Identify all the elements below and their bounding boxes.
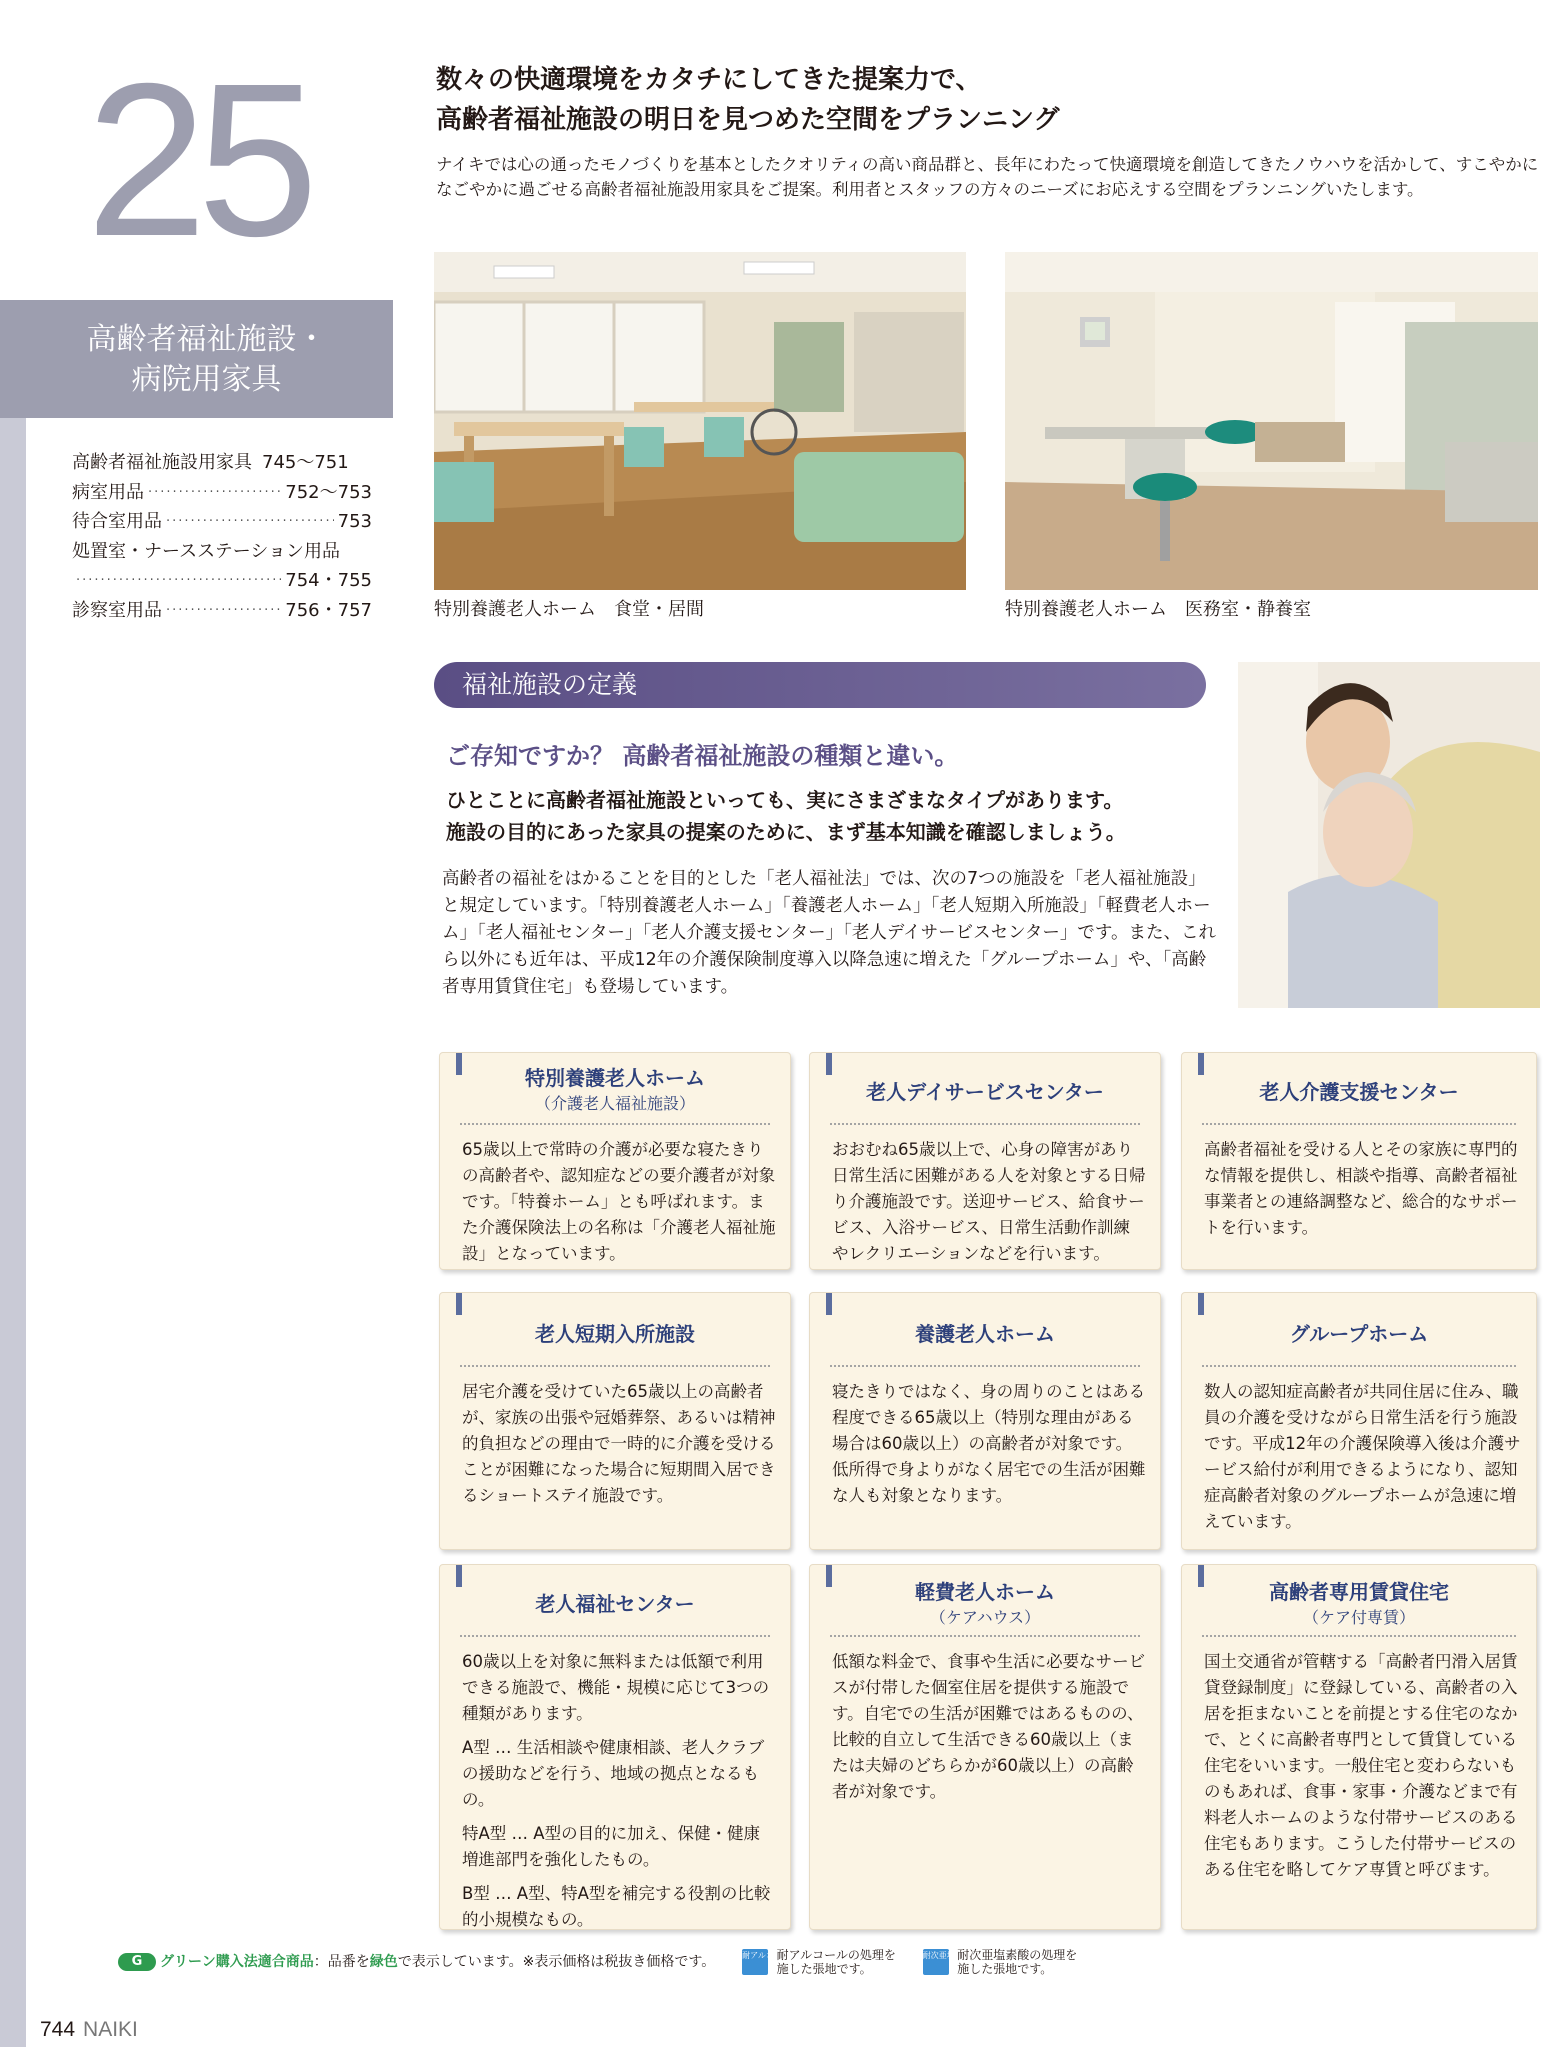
legend-text: ：品番を	[313, 1954, 370, 1970]
card-text-para: 60歳以上を対象に無料または低額で利用できる施設で、機能・規模に応じて3つの種類があります。	[462, 1652, 770, 1723]
card-divider	[830, 1635, 1140, 1637]
chapter-number: 25	[86, 39, 309, 282]
intro-text: ナイキでは心の通ったモノづくりを基本としたクオリティの高い商品群と、長年にわたって快適環境を創造してきたノウハウを活かして、すこやかになごやかに過ごせる高齢者福祉施設用家具をご提案。利用者とスタッフの方々のニーズにお応えする空間をプランニングいたします。	[436, 155, 1539, 199]
toc-label: 診察室用品	[72, 599, 162, 621]
toc-item[interactable]	[72, 448, 372, 478]
card-care-support-center	[1181, 1052, 1537, 1270]
card-title: 高齢者専用賃貸住宅	[1269, 1580, 1449, 1604]
card-subtitle: （ケアハウス）	[929, 1608, 1041, 1627]
card-title: 老人介護支援センター	[1259, 1080, 1459, 1104]
card-tab	[456, 1293, 462, 1315]
hypochlorous-resistant-icon: 耐次亜塩素酸	[923, 1949, 949, 1975]
note-line: 耐アルコールの処理を	[776, 1948, 896, 1962]
card-title: 老人デイサービスセンター	[866, 1080, 1104, 1104]
card-text: 数人の認知症高齢者が共同住居に住み、職員の介護を受けながら日常生活を行う施設です。平成12年の介護保険導入後は介護サービス給付が利用できるようになり、認知症高齢者対象のグループホームが急速に増えています。	[1204, 1382, 1521, 1531]
card-title: グループホーム	[1289, 1322, 1429, 1346]
table-of-contents	[72, 448, 372, 625]
headline	[436, 60, 1536, 140]
card-low-cost-home	[809, 1564, 1161, 1930]
toc-pages: 752〜753	[285, 481, 372, 503]
toc-label: 処置室・ナースステーション用品	[72, 540, 341, 562]
toc-label: 待合室用品	[72, 511, 162, 532]
toc-item[interactable]	[72, 596, 372, 626]
section-lead	[446, 784, 1206, 848]
hypochlorous-resistant-note	[957, 1948, 1077, 1976]
toc-pages: 756・757	[285, 599, 372, 621]
photo-dining-room	[434, 252, 966, 590]
page-number: 744	[40, 2018, 76, 2041]
chapter-title-line2: 病院用家具	[131, 362, 282, 397]
card-divider	[460, 1365, 770, 1367]
photo-caption-1: 特別養護老人ホーム 食堂・居間	[434, 599, 704, 620]
headline-line1: 数々の快適環境をカタチにしてきた提案力で、	[436, 65, 982, 95]
sidebar-strip	[0, 300, 26, 2047]
card-title: 養護老人ホーム	[915, 1322, 1055, 1346]
card-divider	[1202, 1365, 1516, 1367]
toc-label: 病室用品	[72, 481, 144, 503]
section-question: ご存知ですか？ 高齢者福祉施設の種類と違い。	[446, 742, 959, 770]
toc-leader	[166, 507, 334, 537]
card-text: 居宅介護を受けていた65歳以上の高齢者が、家族の出張や冠婚葬祭、あるいは精神的負担などの理由で一時的に介護を受けることが困難になった場合に短期間入居できるショートステイ施設です。	[462, 1382, 776, 1505]
photo-medical-room	[1005, 252, 1538, 590]
card-title: 老人福祉センター	[535, 1592, 695, 1616]
legend-green-word: 緑色	[369, 1954, 398, 1970]
toc-leader	[76, 566, 281, 596]
green-label: グリーン購入法適合商品	[160, 1954, 314, 1970]
alcohol-resistant-note	[777, 1948, 896, 1976]
card-text: 65歳以上で常時の介護が必要な寝たきりの高齢者や、認知症などの要介護者が対象です。「特養ホーム」とも呼ばれます。また介護保険法上の名称は「介護老人福祉施設」となっています。	[462, 1140, 776, 1263]
card-special-nursing-home	[439, 1052, 791, 1270]
card-divider	[830, 1123, 1140, 1125]
toc-pages: 754・755	[285, 570, 372, 591]
card-title: 老人短期入所施設	[535, 1322, 695, 1346]
toc-item[interactable]	[72, 566, 372, 596]
card-senior-rental-housing	[1181, 1564, 1537, 1930]
lead-line1: ひとことに高齢者福祉施設といっても、実にさまざまなタイプがあります。	[446, 788, 1124, 812]
card-title: 軽費老人ホーム	[915, 1580, 1055, 1604]
section-body: 高齢者の福祉をはかることを目的とした「老人福祉法」では、次の7つの施設を「老人福祉施設」と規定しています。「特別養護老人ホーム」「養護老人ホーム」「老人短期入所施設」「軽費老人ホーム」「老人福祉センター」「老人介護支援センター」「老人デイサービスセンター」です。また、これら以外にも近年は、平成12年の介護保険制度導入以降急速に増えた「グループホーム」や、「高齢者専用賃貸住宅」も登場しています。	[442, 869, 1217, 997]
card-text-para: 寝たきりではなく、身の周りのことはある程度できる65歳以上（特別な理由がある場合は60歳以上）の高齢者が対象です。	[832, 1382, 1146, 1453]
card-group-home	[1181, 1292, 1537, 1550]
card-subtitle: （介護老人福祉施設）	[534, 1094, 695, 1113]
card-text: おおむね65歳以上で、心身の障害があり日常生活に困難がある人を対象とする日帰り介護施設です。送迎サービス、給食サービス、入浴サービス、日常生活動作訓練やレクリエーションなどを行います。	[832, 1140, 1146, 1263]
toc-item[interactable]	[72, 478, 372, 508]
toc-leader	[166, 596, 281, 626]
brand-name: NAIKI	[83, 2018, 138, 2041]
card-text	[462, 1649, 776, 1933]
card-nursing-home	[809, 1292, 1161, 1550]
photo-caregiver	[1238, 662, 1540, 1008]
card-text-para: 低所得で身よりがなく居宅での生活が困難な人も対象となります。	[832, 1460, 1146, 1505]
toc-item[interactable]	[72, 507, 372, 537]
green-purchase-icon: G	[118, 1953, 156, 1971]
toc-pages: 753	[337, 511, 372, 532]
card-tab	[1198, 1053, 1204, 1075]
legend-text: で表示しています。※表示価格は税抜き価格です。	[397, 1954, 716, 1970]
card-text: 国土交通省が管轄する「高齢者円滑入居賃貸登録制度」に登録している、高齢者の入居を拒まないことを前提とする住宅のなかで、とくに高齢者専門として賃貸している住宅をいいます。一般住宅と変わらないものもあれば、食事・家事・介護などまで有料老人ホームのような付帯サービスのある住宅もあります。こうした付帯サービスのある住宅を略してケア専賃と呼びます。	[1204, 1652, 1518, 1879]
card-subtitle: （ケア付専賃）	[1302, 1608, 1415, 1627]
note-line: 耐次亜塩素酸の処理を	[957, 1948, 1078, 1962]
toc-label: 高齢者福祉施設用家具	[72, 452, 252, 473]
chapter-title-box	[0, 300, 393, 418]
card-tab	[826, 1053, 832, 1075]
toc-leader	[148, 478, 281, 508]
page-footer	[40, 2018, 138, 2042]
note-line: 施した張地です。	[776, 1962, 872, 1976]
card-welfare-center	[439, 1564, 791, 1930]
card-tab	[456, 1565, 462, 1587]
card-title: 特別養護老人ホーム	[525, 1066, 705, 1090]
card-divider	[460, 1123, 770, 1125]
card-text	[832, 1379, 1146, 1509]
section-heading: 福祉施設の定義	[434, 662, 1206, 708]
toc-item[interactable]	[72, 537, 372, 567]
card-short-stay-facility	[439, 1292, 791, 1550]
card-divider	[830, 1365, 1140, 1367]
card-type-b: B型 … A型、特A型を補完する役割の比較的小規模なもの。	[462, 1884, 771, 1929]
card-divider	[1202, 1123, 1516, 1125]
card-divider	[460, 1635, 770, 1637]
headline-line2: 高齢者福祉施設の明日を見つめた空間をプランニング	[436, 105, 1060, 135]
card-type-a: A型 … 生活相談や健康相談、老人クラブの援助などを行う、地域の拠点となるもの。	[462, 1738, 765, 1809]
card-text: 低額な料金で、食事や生活に必要なサービスが付帯した個室住居を提供する施設です。自宅での生活が困難ではあるものの、比較的自立して生活できる60歳以上（または夫婦のどちらかが60歳以上）の高齢者が対象です。	[832, 1652, 1146, 1801]
chapter-title-line1: 高齢者福祉施設・	[86, 322, 327, 357]
card-text: 高齢者福祉を受ける人とその家族に専門的な情報を提供し、相談や指導、高齢者福祉事業者との連絡調整など、総合的なサポートを行います。	[1204, 1140, 1518, 1237]
note-line: 施した張地です。	[957, 1962, 1053, 1976]
alcohol-resistant-icon: 耐アルコール	[742, 1949, 768, 1975]
footer-legend	[118, 1948, 1077, 1976]
lead-line2: 施設の目的にあった家具の提案のために、まず基本知識を確認しましょう。	[446, 820, 1126, 844]
photo-caption-2: 特別養護老人ホーム 医務室・静養室	[1005, 599, 1311, 620]
toc-pages: 745〜751	[262, 452, 349, 473]
card-type-toku-a: 特A型 … A型の目的に加え、保健・健康増進部門を強化したもの。	[462, 1824, 761, 1869]
card-tab	[1198, 1293, 1204, 1315]
card-divider	[1202, 1635, 1516, 1637]
card-tab	[826, 1293, 832, 1315]
card-day-service-center	[809, 1052, 1161, 1270]
